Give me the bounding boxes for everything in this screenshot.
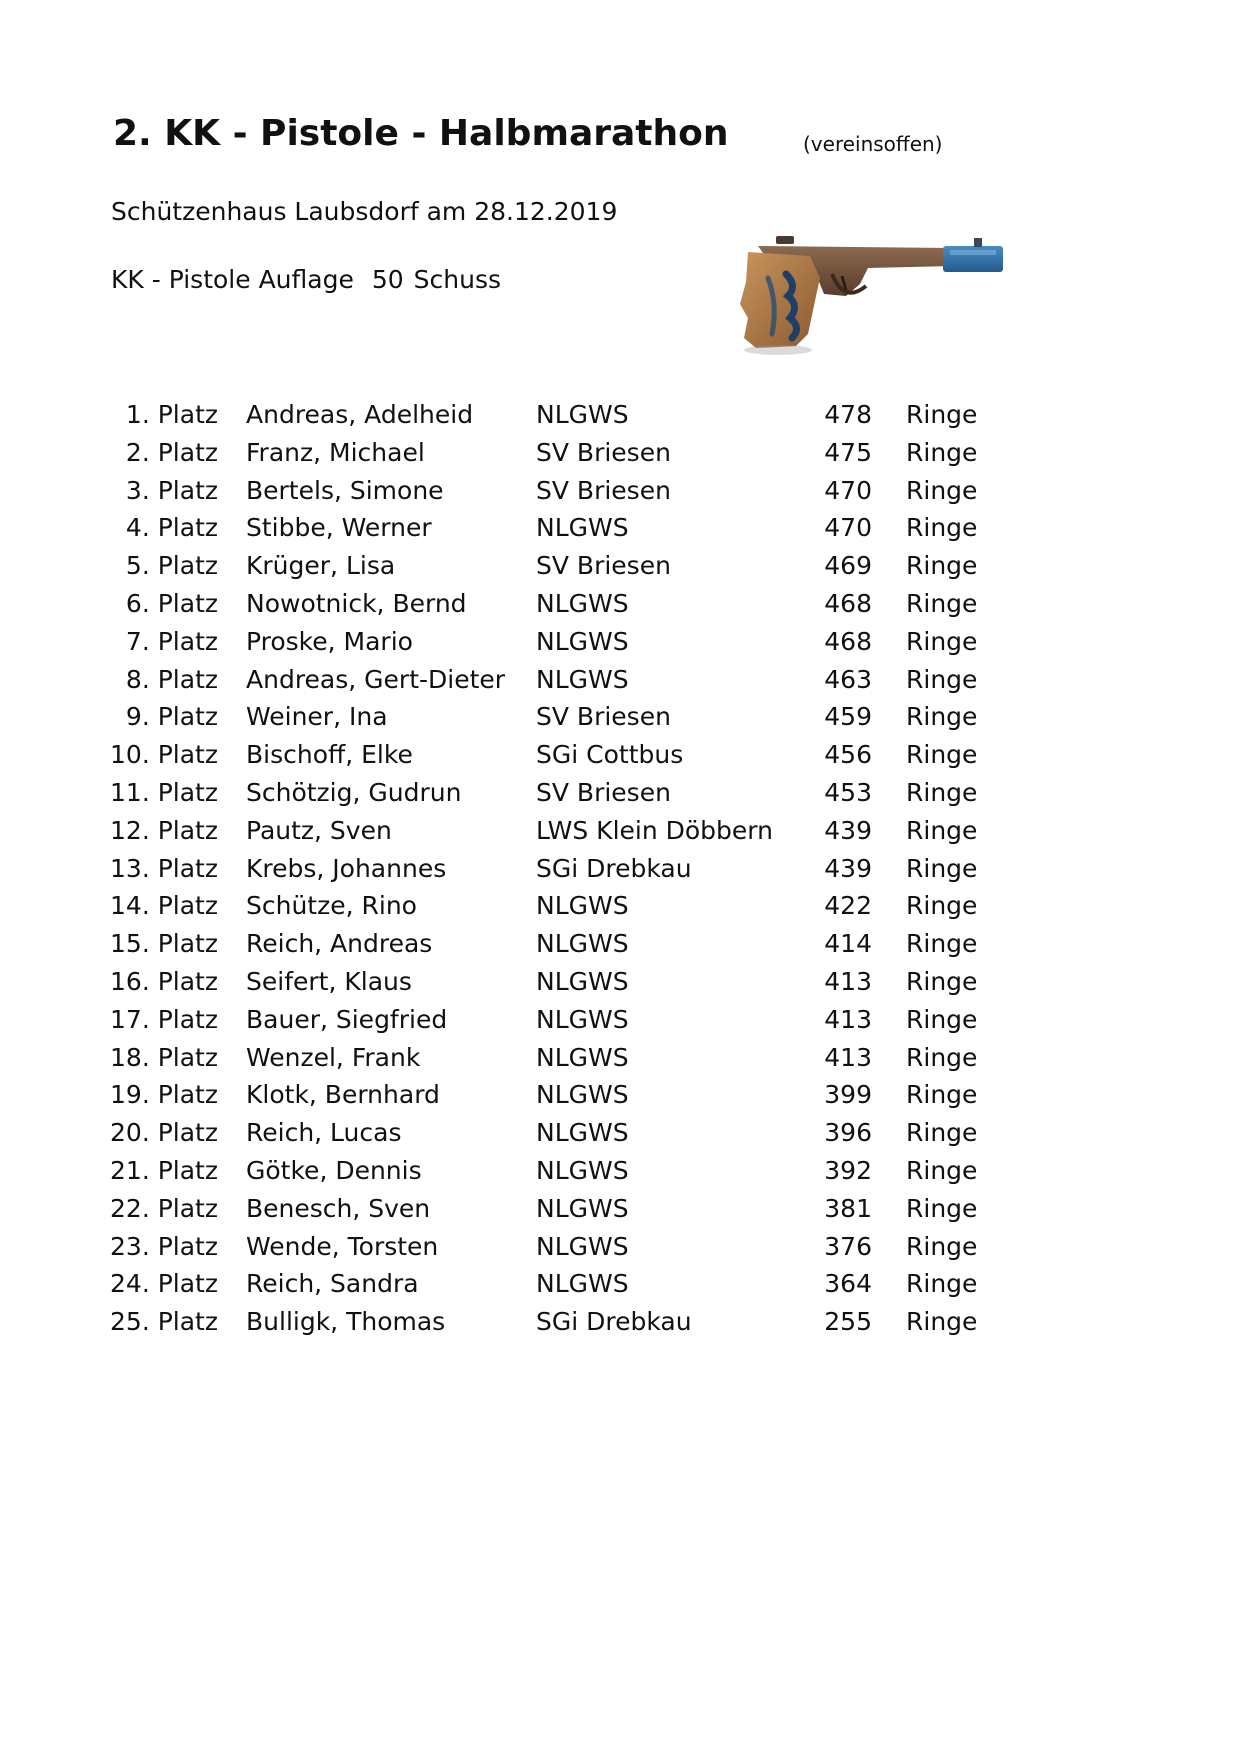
score-value: 376 xyxy=(824,1231,872,1261)
score-unit: Ringe xyxy=(906,740,978,770)
club-name: NLGWS xyxy=(536,1155,629,1185)
shooter-name: Seifert, Klaus xyxy=(246,966,412,996)
score-unit: Ringe xyxy=(906,588,978,618)
place-label: 9. Platz xyxy=(125,702,218,732)
result-row xyxy=(0,551,1240,589)
score-unit: Ringe xyxy=(906,664,978,694)
shot-count: 50 xyxy=(371,265,404,294)
score-unit: Ringe xyxy=(906,1042,978,1072)
shooter-name: Götke, Dennis xyxy=(246,1155,422,1185)
club-name: SGi Drebkau xyxy=(536,853,692,883)
place-label: 19. Platz xyxy=(110,1080,218,1110)
score-value: 381 xyxy=(824,1193,872,1223)
score-unit: Ringe xyxy=(906,853,978,883)
club-name: SV Briesen xyxy=(536,777,671,807)
place-label: 15. Platz xyxy=(110,929,218,959)
score-value: 468 xyxy=(824,588,872,618)
shooter-name: Krüger, Lisa xyxy=(246,551,396,581)
score-unit: Ringe xyxy=(906,1307,978,1337)
club-name: NLGWS xyxy=(536,1193,629,1223)
score-value: 422 xyxy=(824,891,872,921)
shooter-name: Stibbe, Werner xyxy=(246,513,432,543)
shooter-name: Bauer, Siegfried xyxy=(246,1004,448,1034)
club-name: SV Briesen xyxy=(536,702,671,732)
shooter-name: Schütze, Rino xyxy=(246,891,417,921)
score-unit: Ringe xyxy=(906,1231,978,1261)
score-value: 413 xyxy=(824,1004,872,1034)
result-row xyxy=(0,438,1240,476)
place-label: 11. Platz xyxy=(110,777,218,807)
shooter-name: Wenzel, Frank xyxy=(246,1042,421,1072)
score-value: 439 xyxy=(824,853,872,883)
result-row xyxy=(0,1269,1240,1307)
result-row xyxy=(0,1118,1240,1156)
club-name: NLGWS xyxy=(536,1080,629,1110)
place-label: 25. Platz xyxy=(110,1307,218,1337)
shooter-name: Reich, Andreas xyxy=(246,929,433,959)
club-name: NLGWS xyxy=(536,1231,629,1261)
club-name: SV Briesen xyxy=(536,475,671,505)
club-name: NLGWS xyxy=(536,1269,629,1299)
shot-unit: Schuss xyxy=(413,265,502,294)
score-unit: Ringe xyxy=(906,626,978,656)
club-name: NLGWS xyxy=(536,1118,629,1148)
shooter-name: Schötzig, Gudrun xyxy=(246,777,462,807)
shooter-name: Franz, Michael xyxy=(246,437,425,467)
club-name: LWS Klein Döbbern xyxy=(536,815,773,845)
place-label: 5. Platz xyxy=(125,551,218,581)
place-label: 3. Platz xyxy=(125,475,218,505)
score-unit: Ringe xyxy=(906,475,978,505)
discipline-line xyxy=(111,265,501,294)
club-name: NLGWS xyxy=(536,588,629,618)
result-row xyxy=(0,589,1240,627)
score-value: 399 xyxy=(824,1080,872,1110)
result-row xyxy=(0,740,1240,778)
score-value: 414 xyxy=(824,929,872,959)
score-value: 470 xyxy=(824,475,872,505)
score-unit: Ringe xyxy=(906,1118,978,1148)
score-unit: Ringe xyxy=(906,1269,978,1299)
result-row xyxy=(0,1194,1240,1232)
score-value: 255 xyxy=(824,1307,872,1337)
place-label: 1. Platz xyxy=(125,400,218,429)
shooter-name: Wende, Torsten xyxy=(246,1231,439,1261)
club-name: NLGWS xyxy=(536,966,629,996)
result-row xyxy=(0,1043,1240,1081)
place-label: 8. Platz xyxy=(125,664,218,694)
result-row xyxy=(0,778,1240,816)
page-title: 2. KK - Pistole - Halbmarathon xyxy=(113,113,729,154)
place-label: 20. Platz xyxy=(110,1118,218,1148)
place-label: 22. Platz xyxy=(110,1193,218,1223)
result-row xyxy=(0,665,1240,703)
shooter-name: Bulligk, Thomas xyxy=(246,1307,446,1337)
shooter-name: Bertels, Simone xyxy=(246,475,444,505)
place-label: 13. Platz xyxy=(110,853,218,883)
place-label: 12. Platz xyxy=(110,815,218,845)
shooter-name: Andreas, Adelheid xyxy=(246,400,474,429)
score-value: 463 xyxy=(824,664,872,694)
score-unit: Ringe xyxy=(906,513,978,543)
shooter-name: Pautz, Sven xyxy=(246,815,392,845)
club-name: NLGWS xyxy=(536,513,629,543)
club-name: NLGWS xyxy=(536,891,629,921)
score-value: 364 xyxy=(824,1269,872,1299)
club-name: SGi Drebkau xyxy=(536,1307,692,1337)
score-value: 478 xyxy=(824,400,872,429)
place-label: 2. Platz xyxy=(125,437,218,467)
result-row xyxy=(0,1232,1240,1270)
club-name: NLGWS xyxy=(536,1004,629,1034)
shooter-name: Klotk, Bernhard xyxy=(246,1080,440,1110)
result-row xyxy=(0,854,1240,892)
place-label: 24. Platz xyxy=(110,1269,218,1299)
place-label: 4. Platz xyxy=(125,513,218,543)
place-label: 21. Platz xyxy=(110,1155,218,1185)
score-unit: Ringe xyxy=(906,551,978,581)
score-unit: Ringe xyxy=(906,966,978,996)
result-row xyxy=(0,1307,1240,1345)
shooter-name: Reich, Sandra xyxy=(246,1269,419,1299)
shooter-name: Andreas, Gert-Dieter xyxy=(246,664,506,694)
place-label: 6. Platz xyxy=(125,588,218,618)
score-value: 475 xyxy=(824,437,872,467)
discipline-label: KK - Pistole Auflage xyxy=(111,265,354,294)
place-label: 10. Platz xyxy=(110,740,218,770)
score-value: 413 xyxy=(824,966,872,996)
place-label: 14. Platz xyxy=(110,891,218,921)
place-label: 18. Platz xyxy=(110,1042,218,1072)
score-value: 396 xyxy=(824,1118,872,1148)
score-unit: Ringe xyxy=(906,1155,978,1185)
score-value: 439 xyxy=(824,815,872,845)
place-label: 16. Platz xyxy=(110,966,218,996)
result-row xyxy=(0,816,1240,854)
score-value: 468 xyxy=(824,626,872,656)
shooter-name: Krebs, Johannes xyxy=(246,853,447,883)
shooter-name: Benesch, Sven xyxy=(246,1193,431,1223)
score-unit: Ringe xyxy=(906,702,978,732)
result-row xyxy=(0,400,1240,438)
result-row xyxy=(0,513,1240,551)
result-row xyxy=(0,891,1240,929)
score-value: 469 xyxy=(824,551,872,581)
shooter-name: Bischoff, Elke xyxy=(246,740,413,770)
club-name: NLGWS xyxy=(536,664,629,694)
result-row xyxy=(0,967,1240,1005)
result-row xyxy=(0,702,1240,740)
shooter-name: Reich, Lucas xyxy=(246,1118,402,1148)
shooter-name: Nowotnick, Bernd xyxy=(246,588,467,618)
score-unit: Ringe xyxy=(906,400,978,429)
score-value: 470 xyxy=(824,513,872,543)
score-unit: Ringe xyxy=(906,1193,978,1223)
score-unit: Ringe xyxy=(906,891,978,921)
place-label: 7. Platz xyxy=(125,626,218,656)
result-row xyxy=(0,1080,1240,1118)
club-name: SV Briesen xyxy=(536,437,671,467)
result-row xyxy=(0,627,1240,665)
pistol-icon xyxy=(738,234,1010,356)
shooter-name: Weiner, Ina xyxy=(246,702,388,732)
shooter-name: Proske, Mario xyxy=(246,626,413,656)
result-row xyxy=(0,929,1240,967)
score-value: 456 xyxy=(824,740,872,770)
score-value: 459 xyxy=(824,702,872,732)
score-unit: Ringe xyxy=(906,1080,978,1110)
club-name: NLGWS xyxy=(536,1042,629,1072)
score-unit: Ringe xyxy=(906,1004,978,1034)
score-value: 413 xyxy=(824,1042,872,1072)
club-name: SV Briesen xyxy=(536,551,671,581)
place-label: 17. Platz xyxy=(110,1004,218,1034)
score-unit: Ringe xyxy=(906,777,978,807)
result-row xyxy=(0,476,1240,514)
club-name: NLGWS xyxy=(536,929,629,959)
result-row xyxy=(0,1156,1240,1194)
score-unit: Ringe xyxy=(906,929,978,959)
venue-date-line: Schützenhaus Laubsdorf am 28.12.2019 xyxy=(111,197,618,226)
club-name: NLGWS xyxy=(536,626,629,656)
score-unit: Ringe xyxy=(906,815,978,845)
open-note: (vereinsoffen) xyxy=(803,132,943,156)
results-list xyxy=(0,400,1240,1345)
place-label: 23. Platz xyxy=(110,1231,218,1261)
score-unit: Ringe xyxy=(906,437,978,467)
club-name: NLGWS xyxy=(536,400,629,429)
club-name: SGi Cottbus xyxy=(536,740,684,770)
score-value: 453 xyxy=(824,777,872,807)
score-value: 392 xyxy=(824,1155,872,1185)
result-row xyxy=(0,1005,1240,1043)
